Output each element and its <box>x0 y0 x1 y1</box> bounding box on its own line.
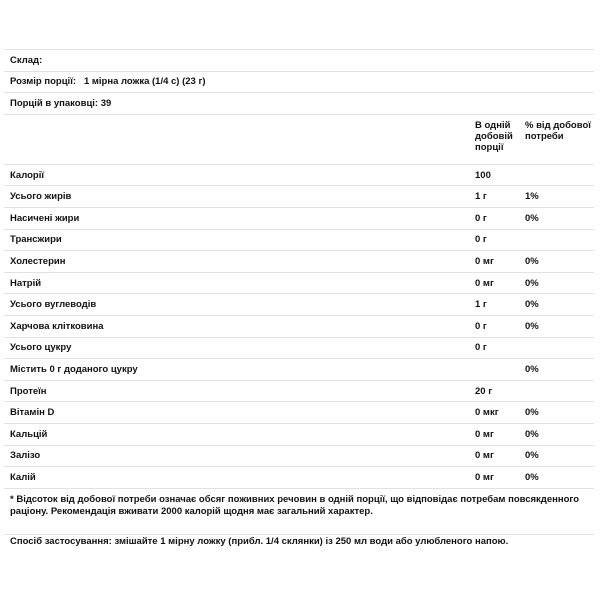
nutrient-amount: 0 г <box>469 229 519 251</box>
nutrient-row-vitamin-d <box>4 402 594 424</box>
nutrient-name: Калорії <box>4 164 469 186</box>
nutrient-amount: 100 <box>469 164 519 186</box>
nutrient-name: Усього цукру <box>4 337 469 359</box>
nutrient-name: Залізо <box>4 445 469 467</box>
nutrient-amount: 0 мг <box>469 445 519 467</box>
nutrient-name: Кальцій <box>4 423 469 445</box>
nutrient-row-iron <box>4 445 594 467</box>
nutrient-row-saturated-fat <box>4 207 594 229</box>
nutrient-name: Насичені жири <box>4 207 469 229</box>
nutrient-name: Протеїн <box>4 380 469 402</box>
nutrient-amount: 0 мг <box>469 423 519 445</box>
nutrient-row-dietary-fiber <box>4 315 594 337</box>
nutrient-daily-value: 0% <box>519 359 594 381</box>
nutrition-facts <box>4 49 594 535</box>
nutrient-row-total-fat <box>4 186 594 208</box>
nutrition-table <box>4 49 594 535</box>
nutrient-daily-value: 0% <box>519 445 594 467</box>
nutrient-name: Холестерин <box>4 251 469 273</box>
nutrient-daily-value: 0% <box>519 294 594 316</box>
nutrient-amount: 0 мкг <box>469 402 519 424</box>
column-header-empty <box>4 114 469 164</box>
nutrient-name: Харчова клітковина <box>4 315 469 337</box>
nutrient-row-cholesterol <box>4 251 594 273</box>
nutrient-row-calcium <box>4 423 594 445</box>
nutrient-daily-value: 0% <box>519 207 594 229</box>
nutrient-name: Усього вуглеводів <box>4 294 469 316</box>
nutrient-amount: 0 мг <box>469 467 519 489</box>
usage-instructions: Спосіб застосування: змішайте 1 мірну ложку (прибл. 1/4 склянки) із 250 мл води або улюбленого напою. <box>10 536 509 547</box>
nutrient-name: Трансжири <box>4 229 469 251</box>
nutrient-row-added-sugars <box>4 359 594 381</box>
nutrient-daily-value <box>519 229 594 251</box>
nutrient-amount <box>469 359 519 381</box>
footnote: * Відсоток від добової потреби означає обсяг поживних речовин в одній порції, що відповідає потребам повсякденного раціону. Рекомендація вживати 2000 калорій щодня має загальний характер. <box>4 488 594 534</box>
serving-size-row <box>4 71 594 93</box>
nutrient-amount: 20 г <box>469 380 519 402</box>
nutrient-daily-value: 0% <box>519 467 594 489</box>
nutrient-amount: 0 г <box>469 315 519 337</box>
composition-label: Склад: <box>4 50 594 72</box>
nutrient-row-calories <box>4 164 594 186</box>
column-header-row <box>4 114 594 164</box>
nutrient-name: Калій <box>4 467 469 489</box>
nutrient-daily-value: 1% <box>519 186 594 208</box>
nutrient-name: Містить 0 г доданого цукру <box>4 359 469 381</box>
nutrient-amount: 0 мг <box>469 251 519 273</box>
footnote-row <box>4 488 594 534</box>
nutrient-daily-value: 0% <box>519 251 594 273</box>
nutrient-daily-value <box>519 164 594 186</box>
nutrient-name: Натрій <box>4 272 469 294</box>
nutrient-amount: 0 г <box>469 337 519 359</box>
nutrient-amount: 1 г <box>469 294 519 316</box>
nutrient-daily-value <box>519 380 594 402</box>
nutrient-daily-value: 0% <box>519 423 594 445</box>
servings-per-container: Порцій в упаковці: 39 <box>4 93 594 115</box>
nutrient-amount: 0 мг <box>469 272 519 294</box>
servings-per-container-row <box>4 93 594 115</box>
nutrient-row-potassium <box>4 467 594 489</box>
nutrient-name: Вітамін D <box>4 402 469 424</box>
nutrient-row-protein <box>4 380 594 402</box>
nutrient-daily-value: 0% <box>519 402 594 424</box>
nutrient-daily-value <box>519 337 594 359</box>
nutrient-daily-value: 0% <box>519 315 594 337</box>
nutrient-row-total-carbs <box>4 294 594 316</box>
nutrient-row-total-sugars <box>4 337 594 359</box>
column-header-per-serving: В одній добовій порції <box>469 114 519 164</box>
nutrient-daily-value: 0% <box>519 272 594 294</box>
nutrient-row-trans-fat <box>4 229 594 251</box>
nutrient-amount: 0 г <box>469 207 519 229</box>
nutrient-amount: 1 г <box>469 186 519 208</box>
nutrient-name: Усього жирів <box>4 186 469 208</box>
nutrient-row-sodium <box>4 272 594 294</box>
column-header-daily-value: % від добової потреби <box>519 114 594 164</box>
serving-size: Розмір порції: 1 мірна ложка (1/4 с) (23 г) <box>4 71 594 93</box>
composition-row <box>4 50 594 72</box>
